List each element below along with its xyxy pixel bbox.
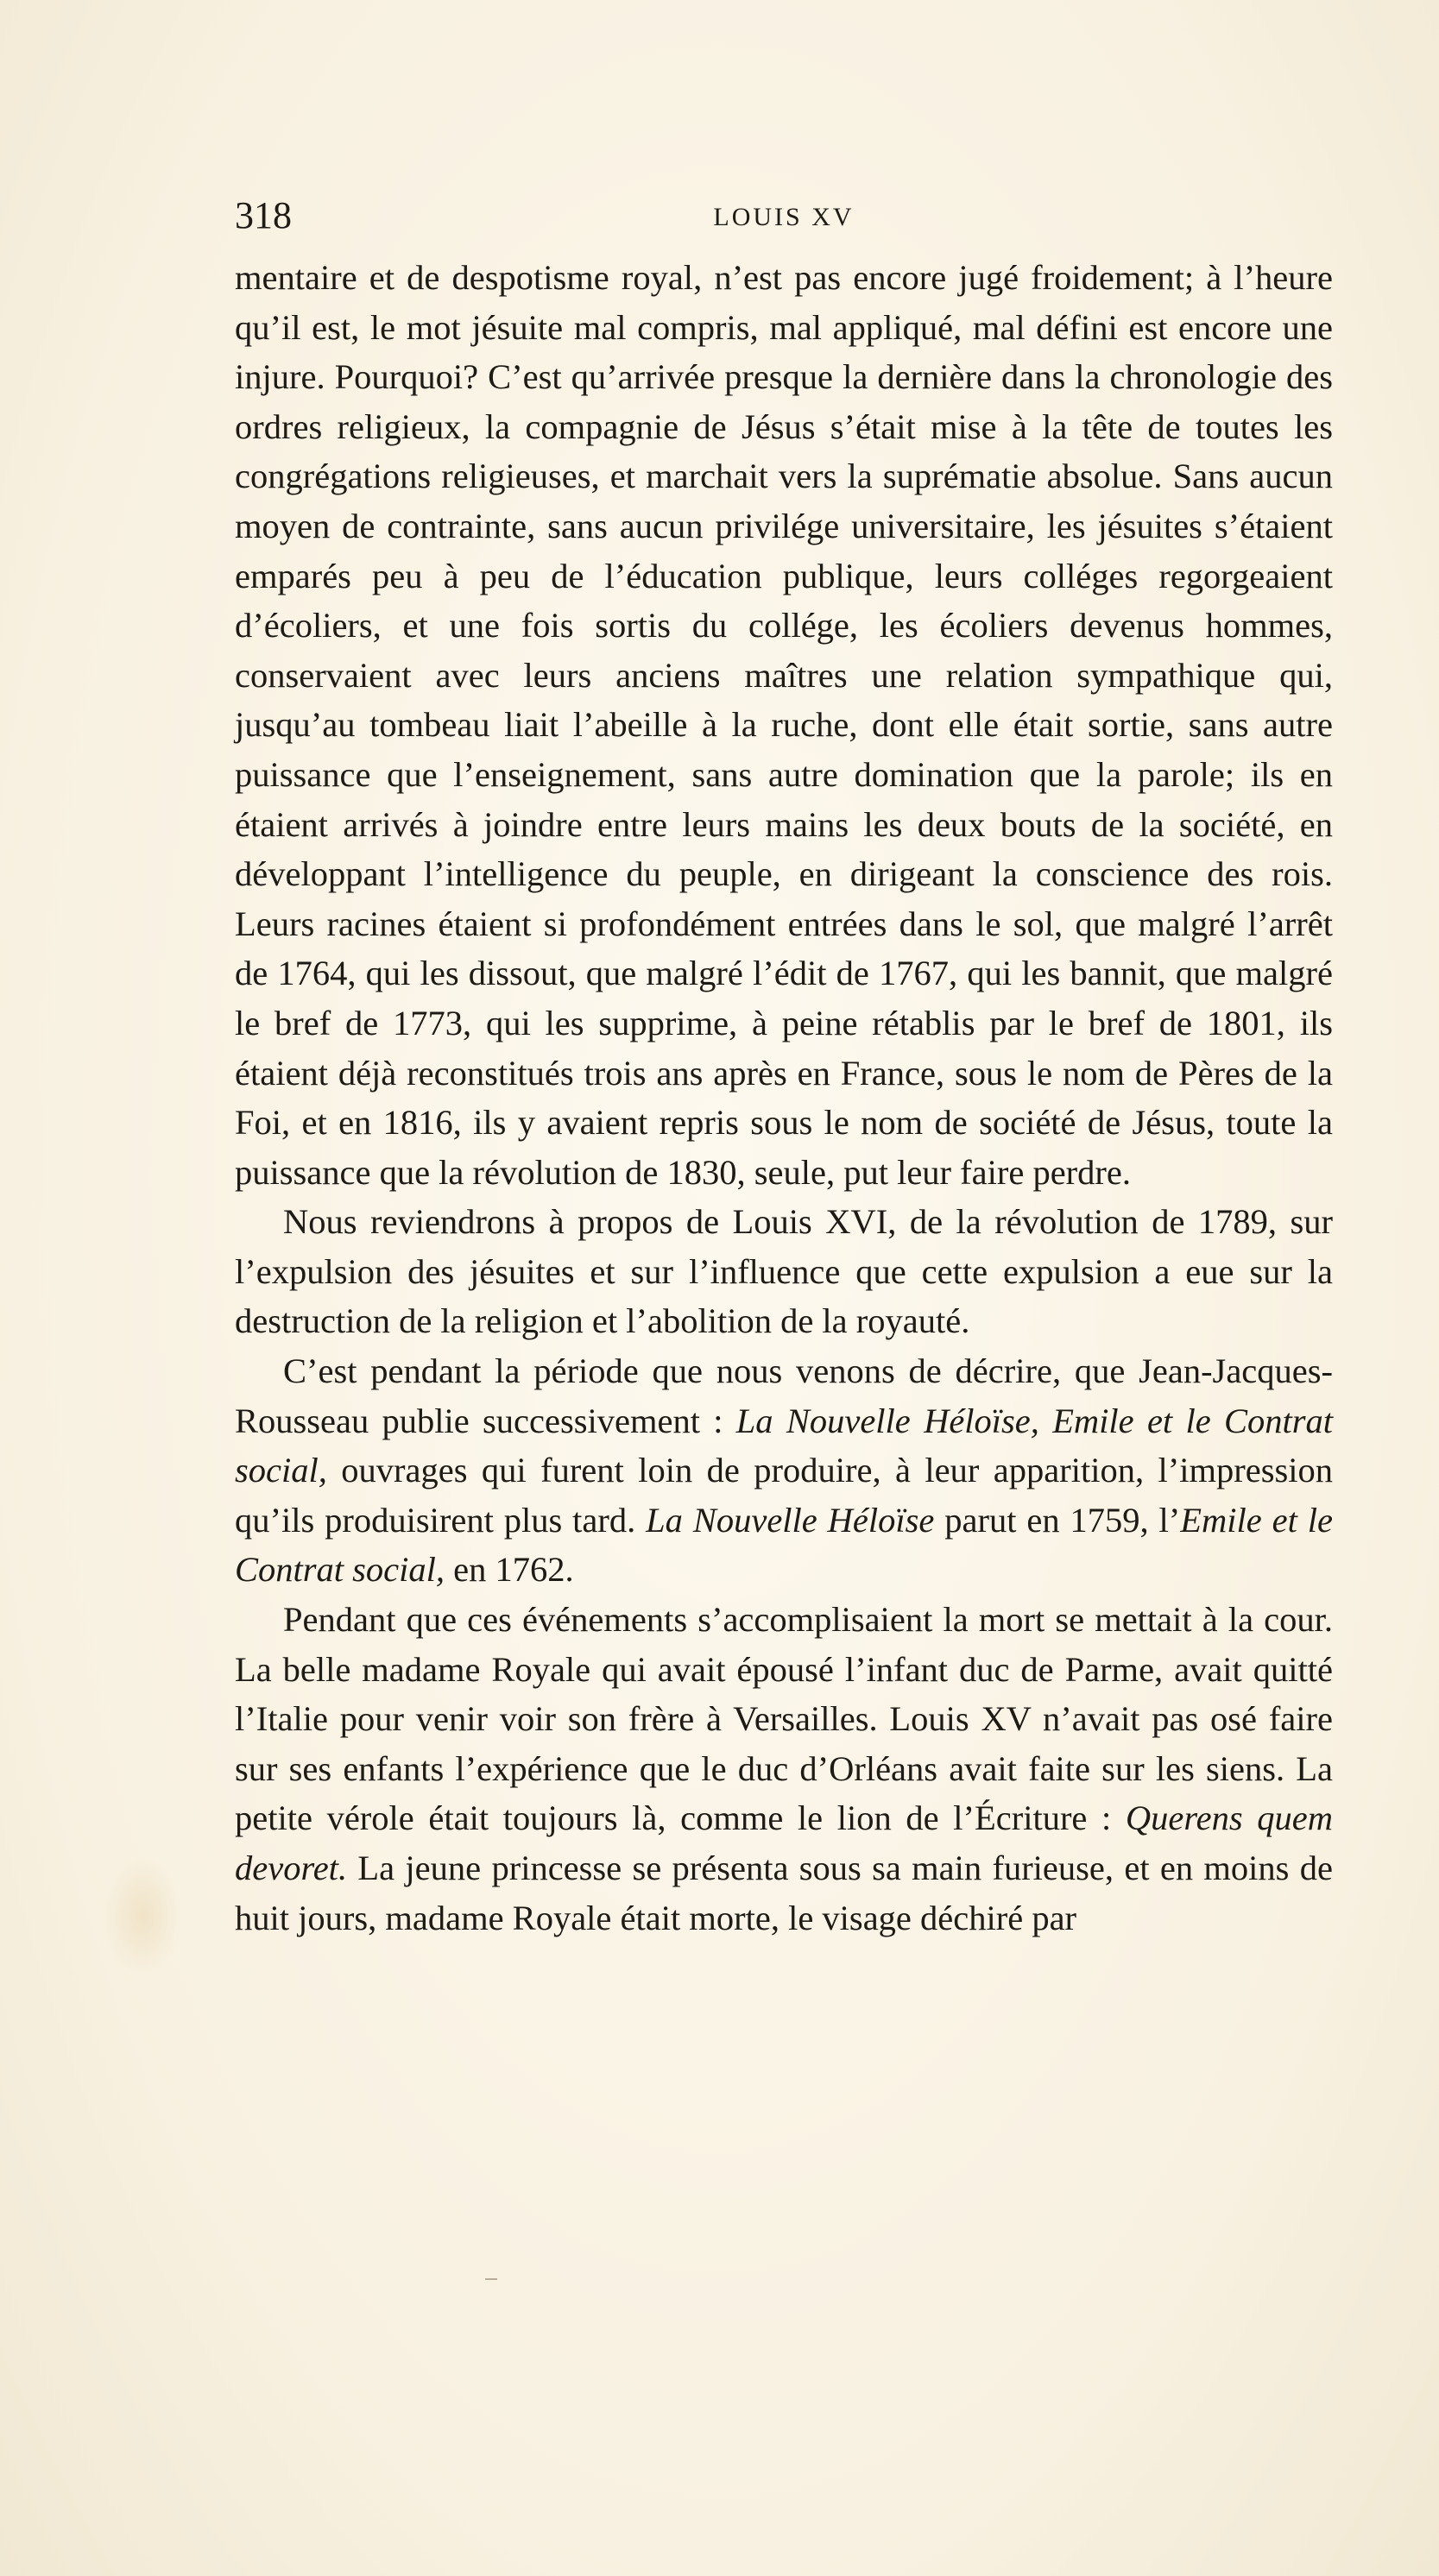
text-run: C’est pendant la période que nous venons de décrire, que Jean-Jacques-Rousseau publie successivement : xyxy=(235,1351,1333,1440)
text-run: La jeune princesse se présenta sous sa main furieuse, et en moins de huit jours, madame Royale était morte, le visage déchiré par xyxy=(235,1849,1333,1937)
paragraph-jesuits xyxy=(235,253,1333,1197)
italic-text-run: La Nouvelle Héloïse xyxy=(646,1500,935,1540)
text-run: Pendant que ces événements s’accomplisaient la mort se mettait à la cour. La belle madame Royale qui avait épousé l’infant duc de Parme, avait quitté l’Italie pour venir voir son frère à Versailles. Louis XV n’avait pas osé faire sur ses enfants l’expérience que le duc d’Orléans avait faite sur les siens. La petite vérole était toujours là, comme le lion de l’Écriture : xyxy=(235,1600,1333,1838)
paragraph-madame-royale xyxy=(235,1595,1333,1943)
book-page xyxy=(235,194,1333,1943)
italic-text-run: La Nouvelle Héloïse, Emile et le Contrat social, xyxy=(235,1401,1333,1490)
text-run: ouvrages qui furent loin de produire, à leur apparition, l’impression qu’ils produisirent plus tard. xyxy=(235,1451,1333,1540)
text-run: Nous reviendrons à propos de Louis XVI, de la révolution de 1789, sur l’expulsion des jésuites et sur l’influence que cette expulsion a eue sur la destruction de la religion et l’abolition de la royauté. xyxy=(235,1202,1333,1341)
page-number: 318 xyxy=(235,194,292,236)
italic-text-run: Emile et le Contrat social, xyxy=(235,1500,1333,1590)
paragraph-rousseau xyxy=(235,1346,1333,1595)
paper-stain xyxy=(104,1855,181,1976)
text-run: mentaire et de despotisme royal, n’est pas encore jugé froidement; à l’heure qu’il est, le mot jésuite mal compris, mal appliqué, mal défini est encore une injure. Pourquoi? C’est qu’arrivée presque la dernière dans la chronologie des ordres religieux, la compagnie de Jésus s’était mise à la tête de toutes les congrégations religieuses, et marchait vers la suprématie absolue. Sans aucun moyen de contrainte, sans aucun privilége universitaire, les jésuites s’étaient emparés peu à peu de l’éducation publique, leurs colléges regorgeaient d’écoliers, et une fois sortis du collége, les écoliers devenus hommes, conservaient avec leurs anciens maîtres une relation sympathique qui, jusqu’au tombeau liait l’abeille à la ruche, dont elle était sortie, sans autre puissance que l’enseignement, sans autre domination que la parole; ils en étaient arrivés à joindre entre leurs mains les deux bouts de la société, en développant l’intelligence du peuple, en dirigeant la conscience des rois. Leurs racines étaient si profondément entrées dans le sol, que malgré l’arrêt de 1764, qui les dissout, que malgré l’édit de 1767, qui les bannit, que malgré le bref de 1773, qui les supprime, à peine rétablis par le bref de 1801, ils étaient déjà reconstitués trois ans après en France, sous le nom de Pères de la Foi, et en 1816, ils y avaient repris sous le nom de société de Jésus, toute la puissance que la révolution de 1830, seule, put leur faire perdre. xyxy=(235,258,1333,1192)
italic-text-run: Querens quem devoret. xyxy=(235,1798,1333,1887)
running-head xyxy=(235,194,1333,237)
text-run: parut en 1759, l’ xyxy=(934,1500,1181,1540)
paragraph-louis-xvi xyxy=(235,1197,1333,1346)
text-run: en 1762. xyxy=(445,1550,574,1590)
signature-mark xyxy=(485,2278,497,2280)
body-text xyxy=(235,253,1333,1943)
running-title: LOUIS XV xyxy=(713,203,855,231)
